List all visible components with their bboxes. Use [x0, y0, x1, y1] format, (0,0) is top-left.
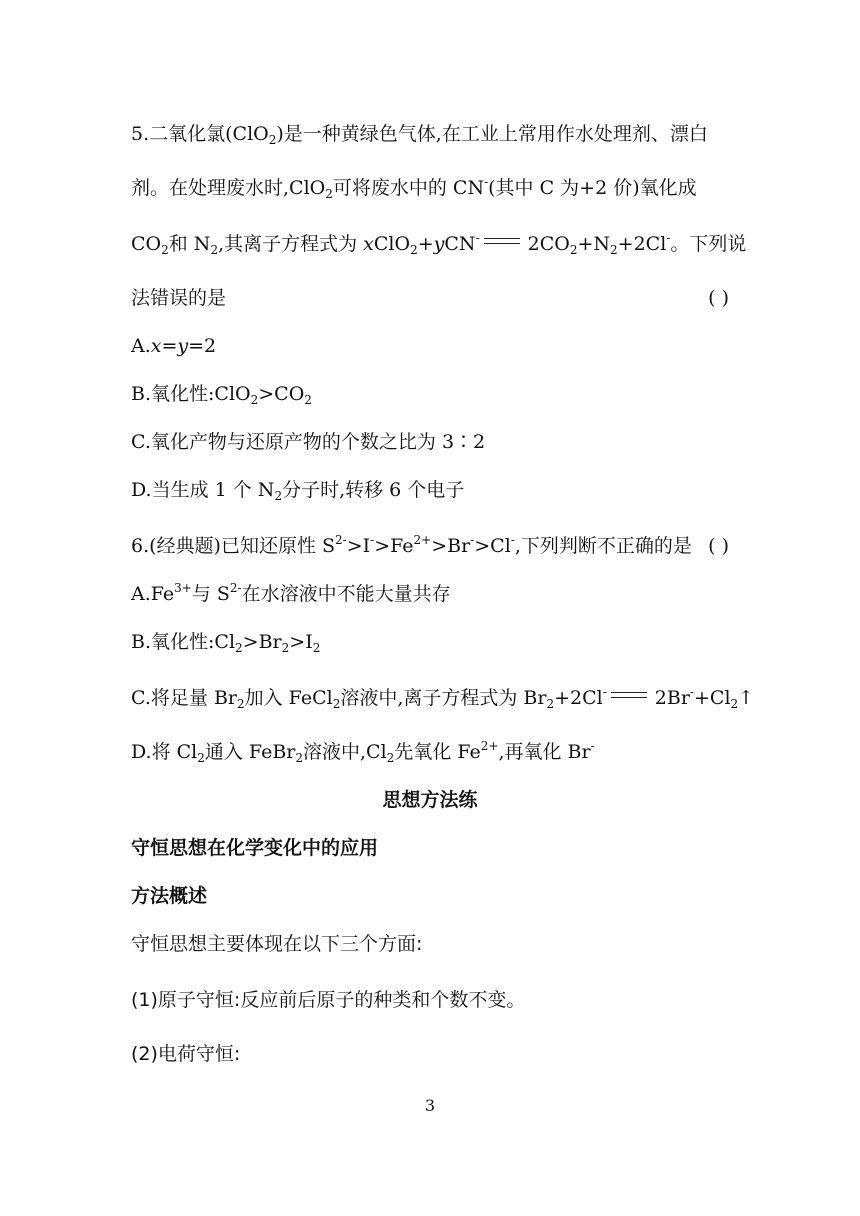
q5-option-b: B.氧化性$:ClO_2>CO_2$ — [131, 383, 312, 407]
q5-answer-paren: ( ) — [708, 287, 729, 309]
q6-answer-paren: ( ) — [708, 535, 729, 557]
section-title: 思想方法练 — [382, 789, 478, 811]
q6-stem: 6.(经典题)已知还原性 $S^{2-}>I^->Fe^{2+}>Br^->Cl^-$,下列判断不正确的是 — [131, 533, 692, 557]
equals-sign-double-line — [611, 692, 647, 698]
method-item-1: (1)原子守恒:反应前后原子的种类和个数不变。 — [131, 989, 526, 1011]
q5-option-c: C.氧化产物与还原产物的个数之比为 3∶2 — [131, 431, 486, 453]
equals-sign-double-line — [484, 238, 520, 244]
section-subtitle: 守恒思想在化学变化中的应用 — [131, 837, 379, 859]
q5-line-1: 5.二氧化氯(ClO$_2$)是一种黄绿色气体,在工业上常用作水处理剂、漂白 — [131, 123, 708, 147]
page-number: 3 — [424, 1096, 436, 1115]
q6-option-b: B.氧化性$:Cl_2>Br_2>I_2$ — [131, 631, 321, 655]
q5-option-a: A.x=y=2 — [131, 335, 217, 357]
q5-line-2: 剂。在处理废水时,ClO$_2$可将废水中的 CN-(其中 C 为+2 价)氧化成 — [131, 175, 697, 201]
method-intro: 守恒思想主要体现在以下三个方面: — [131, 933, 423, 955]
q6-option-a: $A.Fe^{3+}$与 $S^{2-}$在水溶液中不能大量共存 — [131, 581, 451, 605]
q6-option-c: C.将足量 $Br_2$加入 FeCl$_2$溶液中,离子方程式为 $Br_2+2Cl^-$ $2Br^-+Cl_2↑$ — [131, 685, 755, 711]
q5-option-d: D.当生成 1 个 $N_2$分子时,转移 6 个电子 — [131, 479, 465, 503]
method-overview-heading: 方法概述 — [131, 885, 208, 907]
q5-line-3: $CO_2$和 $N_2$,其离子方程式为 xClO$_2$+yCN- $2CO_2+N_2+2Cl^-$。下列说 — [131, 231, 747, 257]
q6-option-d: D.将 $Cl_2$通入 FeBr$_2$溶液中$,Cl_2$先氧化 $Fe^{2+}$,再氧化 Br- — [131, 739, 595, 765]
method-item-2: (2)电荷守恒: — [131, 1043, 241, 1065]
q5-line-4: 法错误的是 — [131, 287, 227, 309]
